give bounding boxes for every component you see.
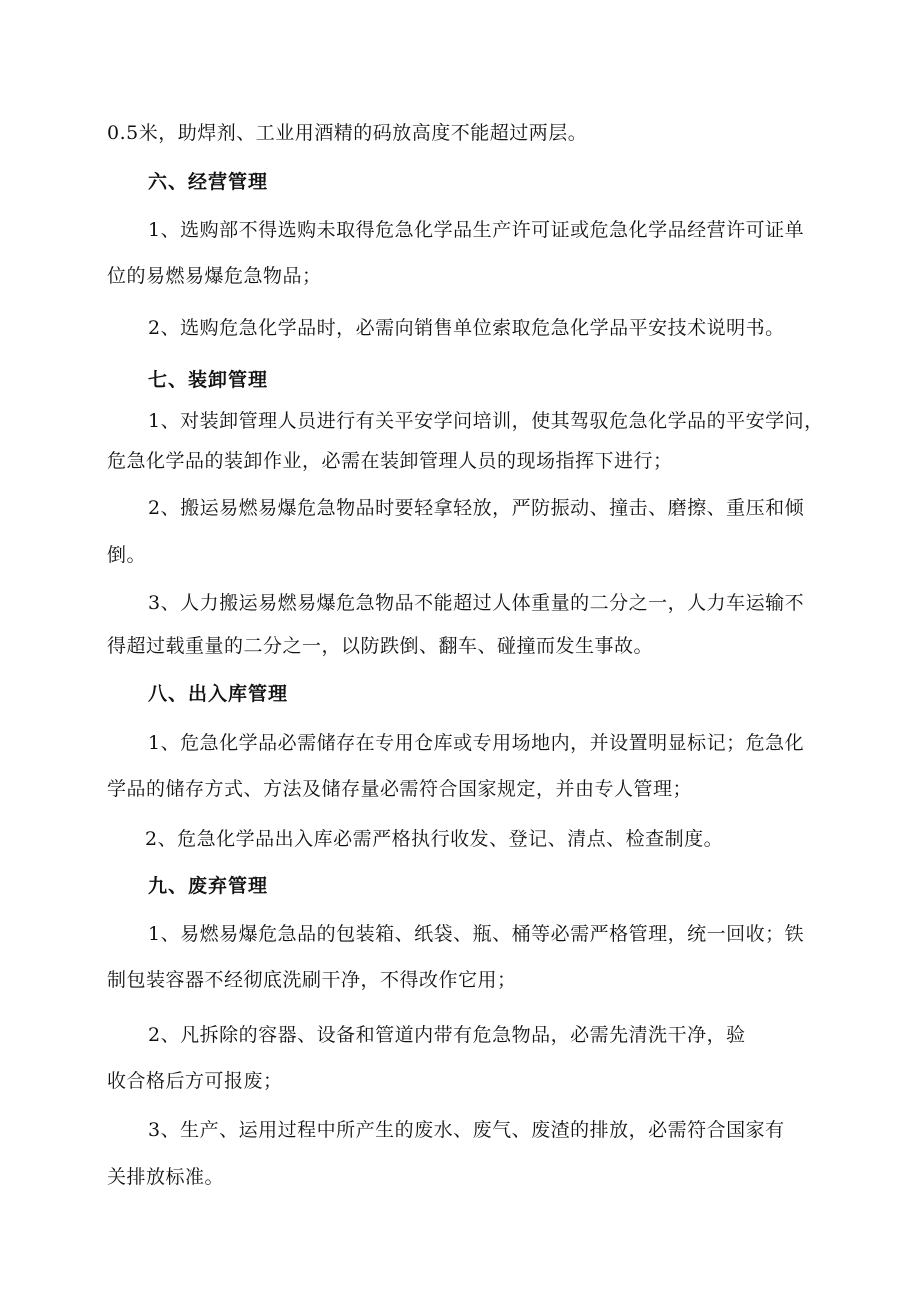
paragraph-line: 2、凡拆除的容器、设备和管道内带有危急物品，必需先清洗干净，验 xyxy=(148,1024,746,1046)
paragraph-line: 1、选购部不得选购未取得危急化学品生产许可证或危急化学品经营许可证单 xyxy=(148,219,805,241)
paragraph-line: 危急化学品的装卸作业，必需在装卸管理人员的现场指挥下进行； xyxy=(107,450,673,472)
paragraph-line: 3、人力搬运易燃易爆危急物品不能超过人体重量的二分之一，人力车运输不 xyxy=(148,592,805,614)
paragraph-line: 倒。 xyxy=(107,544,147,566)
paragraph-line: 2、搬运易燃易爆危急物品时要轻拿轻放，严防振动、撞击、磨擦、重压和倾 xyxy=(148,497,805,519)
paragraph-line: 关排放标准。 xyxy=(107,1166,225,1188)
section-heading: 八、出入库管理 xyxy=(148,683,289,705)
paragraph-line: 位的易燃易爆危急物品； xyxy=(107,265,322,287)
paragraph-line: 2、危急化学品出入库必需严格执行收发、登记、清点、检查制度。 xyxy=(145,828,724,850)
paragraph-line: 学品的储存方式、方法及储存量必需符合国家规定，并由专人管理； xyxy=(107,778,693,800)
paragraph-line: 3、生产、运用过程中所产生的废水、废气、废渣的排放，必需符合国家有 xyxy=(148,1119,785,1141)
paragraph-line: 得超过载重量的二分之一，以防跌倒、翻车、碰撞而发生事故。 xyxy=(107,635,654,657)
paragraph-line: 0.5米，助焊剂、工业用酒精的码放高度不能超过两层。 xyxy=(107,122,588,144)
paragraph-line: 制包装容器不经彻底洗刷干净，不得改作它用； xyxy=(107,969,517,991)
paragraph-line: 2、选购危急化学品时，必需向销售单位索取危急化学品平安技术说明书。 xyxy=(148,317,785,339)
paragraph-line: 收合格后方可报废； xyxy=(107,1070,283,1092)
section-heading: 九、废弃管理 xyxy=(148,875,269,897)
paragraph-line: 1、易燃易爆危急品的包装箱、纸袋、瓶、桶等必需严格管理，统一回收；铁 xyxy=(148,923,805,945)
section-heading: 六、经营管理 xyxy=(148,171,269,193)
paragraph-line: 1、对装卸管理人员进行有关平安学问培训，使其驾驭危急化学品的平安学问， xyxy=(148,410,824,432)
section-heading: 七、装卸管理 xyxy=(148,369,269,391)
paragraph-line: 1、危急化学品必需储存在专用仓库或专用场地内，并设置明显标记；危急化 xyxy=(148,732,805,754)
